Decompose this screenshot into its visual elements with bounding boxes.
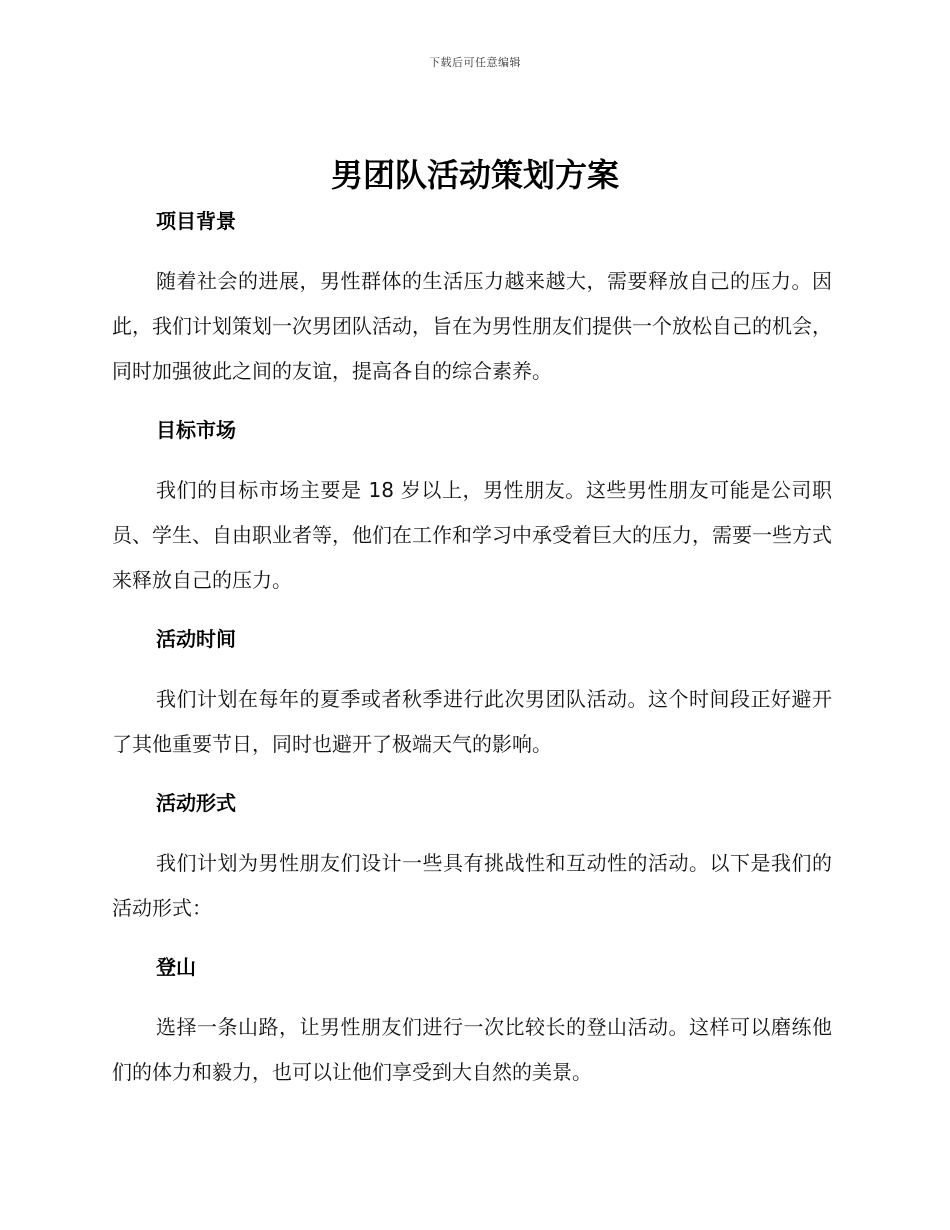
- section-paragraph: 我们计划为男性朋友们设计一些具有挑战性和互动性的活动。以下是我们的活动形式：: [112, 851, 832, 920]
- section-target-market: [112, 413, 832, 603]
- section-activity-time: [112, 622, 832, 767]
- document-title: 男团队活动策划方案: [330, 156, 619, 194]
- section-hiking: [112, 950, 832, 1095]
- section-heading: 活动时间: [156, 627, 236, 651]
- document-body: [112, 204, 832, 1095]
- section-activity-format: [112, 786, 832, 931]
- section-paragraph: 随着社会的进展，男性群体的生活压力越来越大，需要释放自己的压力。因此，我们计划策划一次男团队活动，旨在为男性朋友们提供一个放松自己的机会，同时加强彼此之间的友谊，提高各自的综合素养。: [112, 269, 832, 383]
- section-heading: 目标市场: [156, 418, 236, 442]
- section-paragraph: 选择一条山路，让男性朋友们进行一次比较长的登山活动。这样可以磨练他们的体力和毅力，也可以让他们享受到大自然的美景。: [112, 1015, 832, 1084]
- section-project-background: [112, 204, 832, 394]
- section-paragraph: 我们的目标市场主要是 18 岁以上，男性朋友。这些男性朋友可能是公司职员、学生、自由职业者等，他们在工作和学习中承受着巨大的压力，需要一些方式来释放自己的压力。: [112, 478, 832, 592]
- section-heading: 活动形式: [156, 791, 236, 815]
- section-heading: 登山: [156, 955, 196, 979]
- page-header-note: 下载后可任意编辑: [429, 56, 521, 69]
- section-heading: 项目背景: [156, 209, 236, 233]
- section-paragraph: 我们计划在每年的夏季或者秋季进行此次男团队活动。这个时间段正好避开了其他重要节日，同时也避开了极端天气的影响。: [112, 687, 832, 756]
